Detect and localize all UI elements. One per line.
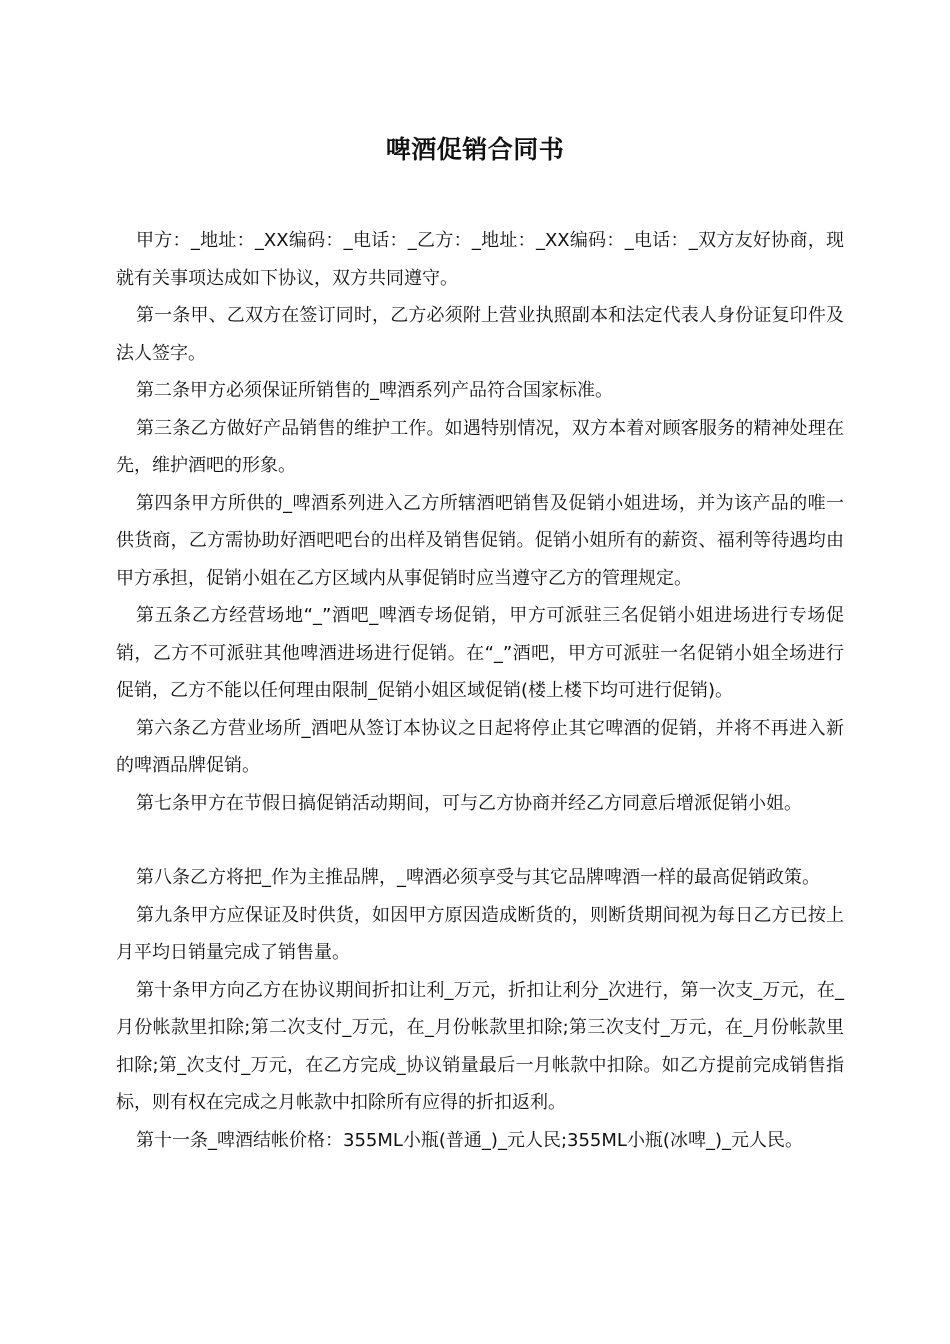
paragraph-article-4: 第四条甲方所供的_啤酒系列进入乙方所辖酒吧销售及促销小姐进场，并为该产品的唯一供货商，乙方需协助好酒吧吧台的出样及销售促销。促销小姐所有的薪资、福利等待遇均由甲方承担，促销小姐在乙方区域内从事促销时应当遵守乙方的管理规定。 <box>116 492 844 589</box>
paragraph-article-11: 第十一条_啤酒结帐价格：355ML小瓶(普通_)_元人民;355ML小瓶(冰啤_)_元人民。 <box>136 1129 803 1151</box>
paragraph-parties: 甲方：_地址：_XX编码：_电话：_乙方：_地址：_XX编码：_电话：_双方友好协商，现就有关事项达成如下协议，双方共同遵守。 <box>116 230 844 289</box>
paragraph-article-6: 第六条乙方营业场所_酒吧从签订本协议之日起将停止其它啤酒的促销，并将不再进入新的啤酒品牌促销。 <box>116 717 844 776</box>
paragraph-article-3: 第三条乙方做好产品销售的维护工作。如遇特别情况，双方本着对顾客服务的精神处理在先，维护酒吧的形象。 <box>116 417 844 476</box>
paragraph-article-5: 第五条乙方经营场地“_”酒吧_啤酒专场促销，甲方可派驻三名促销小姐进场进行专场促销，乙方不可派驻其他啤酒进场进行促销。在“_”酒吧，甲方可派驻一名促销小姐全场进行促销，乙方不能以任何理由限制_促销小姐区域促销(楼上楼下均可进行促销)。 <box>116 605 844 701</box>
paragraph-article-8: 第八条乙方将把_作为主推品牌，_啤酒必须享受与其它品牌啤酒一样的最高促销政策。 <box>136 867 820 888</box>
paragraph-article-9: 第九条甲方应保证及时供货，如因甲方原因造成断货的，则断货期间视为每日乙方已按上月平均日销量完成了销售量。 <box>116 904 844 963</box>
paragraph-article-1: 第一条甲、乙双方在签订同时，乙方必须附上营业执照副本和法定代表人身份证复印件及法人签字。 <box>116 305 844 364</box>
paragraph-article-10: 第十条甲方向乙方在协议期间折扣让利_万元，折扣让利分_次进行，第一次支_万元，在_月份帐款里扣除;第二次支付_万元，在_月份帐款里扣除;第三次支付_万元，在_月份帐款里扣除;第_次支付_万元，在乙方完成_协议销量最后一月帐款中扣除。如乙方提前完成销售指标，则有权在完成之月帐款中扣除所有应得的折扣返利。 <box>116 979 844 1113</box>
paragraph-article-7: 第七条甲方在节假日搞促销活动期间，可与乙方协商并经乙方同意后增派促销小姐。 <box>136 792 802 814</box>
document-body <box>116 222 844 1159</box>
document-title: 啤酒促销合同书 <box>385 135 565 164</box>
paragraph-article-2: 第二条甲方必须保证所销售的_啤酒系列产品符合国家标准。 <box>136 380 613 401</box>
